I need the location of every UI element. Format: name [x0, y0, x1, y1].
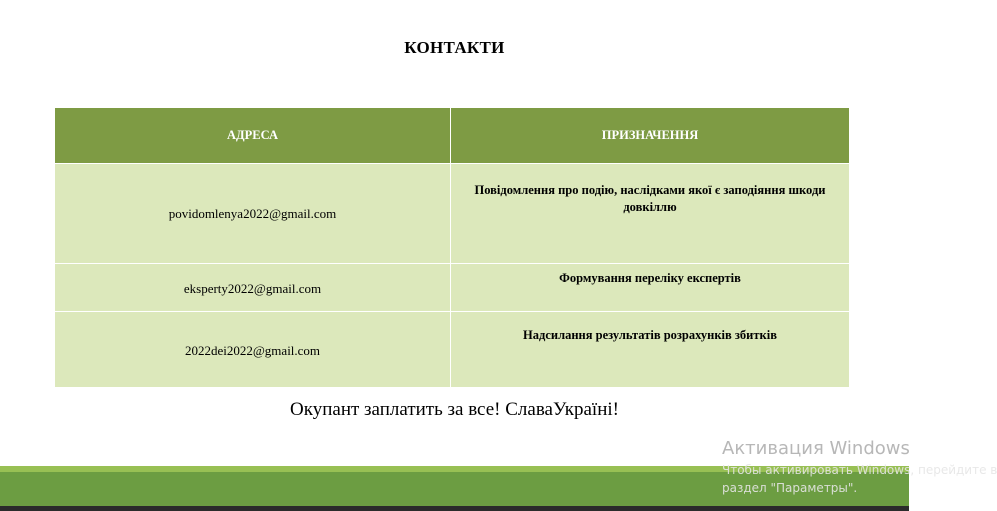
purpose-cell: Надсилання результатів розрахунків збитків: [451, 312, 850, 388]
table-row: [55, 164, 850, 264]
slogan-text: Окупант заплатить за все! СлаваУкраїні!: [290, 399, 619, 420]
table-row: [55, 264, 850, 312]
footer-band-dark: [0, 506, 909, 511]
windows-activation-watermark: [722, 438, 997, 495]
purpose-cell: Формування переліку експертів: [451, 264, 850, 312]
email-address-cell[interactable]: eksperty2022@gmail.com: [55, 264, 451, 312]
purpose-cell: Повідомлення про подію, наслідками якої є заподіяння шкоди довкіллю: [451, 164, 850, 264]
column-header-address: АДРЕСА: [55, 108, 451, 164]
email-address-cell[interactable]: povidomlenya2022@gmail.com: [55, 164, 451, 264]
email-address-cell[interactable]: 2022dei2022@gmail.com: [55, 312, 451, 388]
watermark-title: Активация Windows: [722, 438, 910, 459]
watermark-line: раздел "Параметры".: [722, 481, 858, 495]
contacts-table: [54, 107, 850, 388]
table-row: [55, 312, 850, 388]
watermark-line: Чтобы активировать Windows, перейдите в: [722, 463, 997, 477]
table-header-row: [55, 108, 850, 164]
page-title: КОНТАКТИ: [404, 38, 505, 57]
column-header-purpose: ПРИЗНАЧЕННЯ: [451, 108, 850, 164]
